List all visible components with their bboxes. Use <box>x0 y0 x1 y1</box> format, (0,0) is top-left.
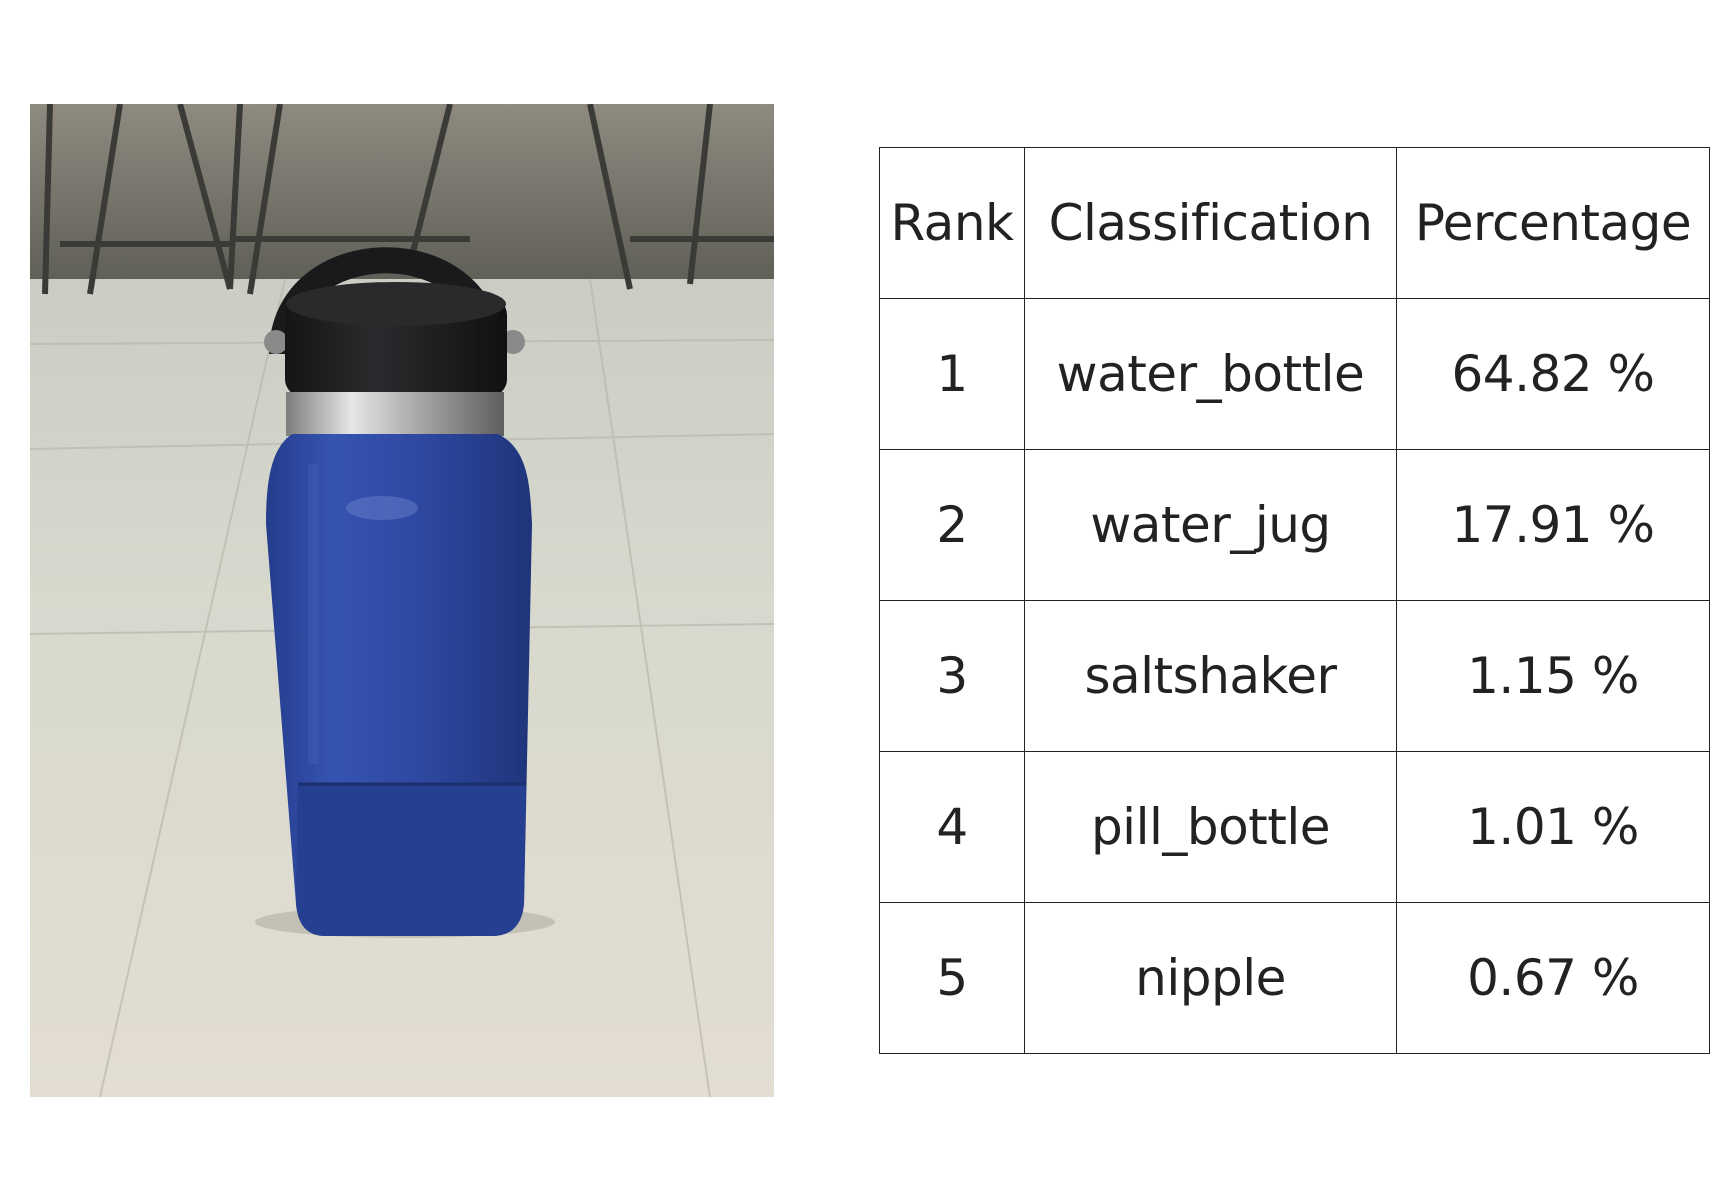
percentage-cell: 64.82 % <box>1397 299 1710 450</box>
classification-cell: nipple <box>1025 903 1397 1054</box>
classification-cell: pill_bottle <box>1025 752 1397 903</box>
header-rank: Rank <box>880 148 1025 299</box>
rank-cell: 1 <box>880 299 1025 450</box>
rank-cell: 5 <box>880 903 1025 1054</box>
table-row <box>880 903 1710 1054</box>
table-row <box>880 299 1710 450</box>
percentage-cell: 1.15 % <box>1397 601 1710 752</box>
classification-cell: water_bottle <box>1025 299 1397 450</box>
water-bottle-photo <box>30 104 774 1097</box>
percentage-cell: 17.91 % <box>1397 450 1710 601</box>
percentage-cell: 1.01 % <box>1397 752 1710 903</box>
table-row <box>880 752 1710 903</box>
rank-cell: 4 <box>880 752 1025 903</box>
classification-cell: saltshaker <box>1025 601 1397 752</box>
table-row <box>880 450 1710 601</box>
header-percentage: Percentage <box>1397 148 1710 299</box>
header-classification: Classification <box>1025 148 1397 299</box>
table-header-row <box>880 148 1710 299</box>
rank-cell: 3 <box>880 601 1025 752</box>
classification-cell: water_jug <box>1025 450 1397 601</box>
rank-cell: 2 <box>880 450 1025 601</box>
table-row <box>880 601 1710 752</box>
classification-results-table <box>879 147 1710 1054</box>
percentage-cell: 0.67 % <box>1397 903 1710 1054</box>
